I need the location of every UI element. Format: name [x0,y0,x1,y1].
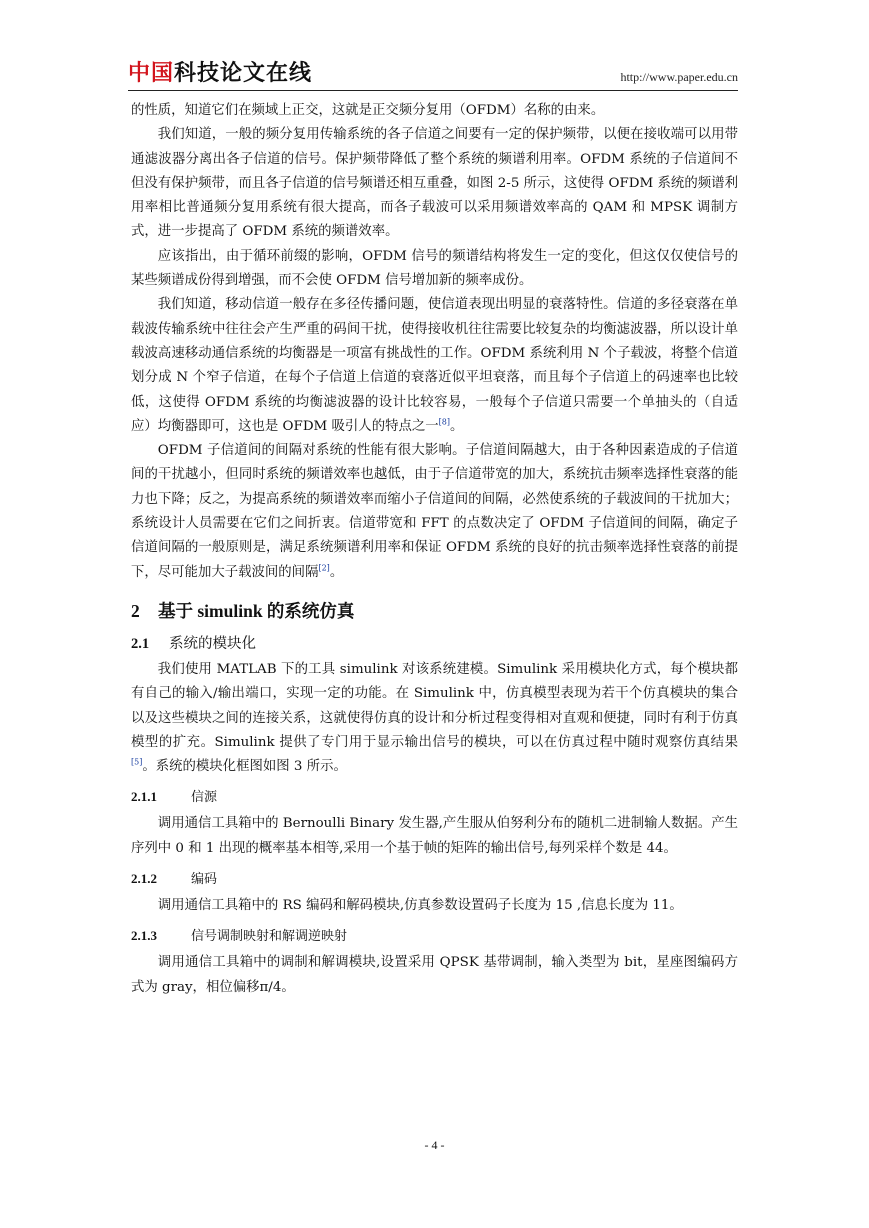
section-heading-2-1 [131,632,738,656]
paragraph-modulation: 调用通信工具箱中的调制和解调模块,设置采用 QPSK 基带调制，输入类型为 bit，星座图编码方式为 gray，相位偏移π/4。 [131,955,738,995]
paragraph-guard-band: 我们知道，一般的频分复用传输系统的各子信道之间要有一定的保护频带，以便在接收端可以用带通滤波器分离出各子信道的信号。保护频带降低了整个系统的频谱利用率。OFDM 系统的子信道间不但没有保护频带，而且各子信道的信号频谱还相互重叠，如图 2-5 所示，这使得 OFDM 系统的频谱利用率相比普通频分复用系统有很大提高，而各子载波可以采用频谱效率高的 QAM 和 MPSK 调制方式，进一步提高了 OFDM 系统的频谱效率。 [131,127,738,240]
section-number: 2.1.1 [131,789,157,805]
paragraph-subchannel-spacing [131,439,738,585]
section-title: 系统的模块化 [169,635,256,652]
section-number: 2.1.3 [131,928,157,944]
paragraph-multipath [131,293,738,439]
page-number: - 4 - [424,1138,445,1152]
section-heading-2-1-1 [131,785,738,810]
page-header [128,60,738,91]
section-title: 编码 [191,872,218,888]
paragraph-text: OFDM 子信道间的间隔对系统的性能有很大影响。子信道间隔越大，由于各种因素造成的子信道间的干扰越小，但同时系统的频谱效率也越低，由于子信道带宽的加大，系统抗击频率选择性衰落的能力也下降；反之，为提高系统的频谱效率而缩小子信道间的间隔，必然使系统的子载波间的干扰加大；系统设计人员需要在它们之间折衷。信道带宽和 FFT 的点数决定了 OFDM 子信道间的间隔，确定子信道间隔的一般原则是，满足系统频谱利用率和保证 OFDM 系统的良好的抗击频率选择性衰落的前提下，尽可能加大子载波间的间隔 [131,443,738,580]
paragraph-simulink [131,658,738,779]
paragraph-text: 我们使用 MATLAB 下的工具 simulink 对该系统建模。Simulink 采用模块化方式，每个模块都有自己的输入/输出端口，实现一定的功能。在 Simulink 中，仿真模型表现为若干个仿真模块的集合以及这些模块之间的连接关系，这就使得仿真的设计和分析过程变得相对直观和便捷，同时有利于仿真模型的扩充。Simulink 提供了专门用于显示输出信号的模块，可以在仿真过程中随时观察仿真结果 [131,661,738,750]
paragraph-text-end: 。 [450,418,464,434]
paragraph-text: 我们知道，移动信道一般存在多径传播问题，使信道表现出明显的衰落特性。信道的多径衰落在单载波传输系统中往往会产生严重的码间干扰，使得接收机往往需要比较复杂的均衡滤波器，所以设计单载波高速移动通信系统的均衡器是一项富有挑战性的工作。OFDM 系统利用 N 个子载波，将整个信道划分成 N 个窄子信道，在每个子信道上信道的衰落近似平坦衰落，而且每个子信道上的码速率也比较低，这使得 OFDM 系统的均衡滤波器的设计比较容易，一般每个子信道只需要一个单抽头的（自适应）均衡器即可，这也是 OFDM 吸引人的特点之一 [131,297,738,434]
paragraph-continued: 的性质，知道它们在频域上正交，这就是正交频分复用（OFDM）名称的由来。 [131,103,605,118]
section-title: 信号调制映射和解调逆映射 [191,929,348,945]
paragraph-text-end: 。系统的模块化框图如图 3 所示。 [142,759,347,775]
paragraph-source: 调用通信工具箱中的 Bernoulli Binary 发生器,产生服从伯努利分布的随机二进制输人数据。产生序列中 0 和 1 出现的概率基本相等,采用一个基于帧的矩阵的输出信号,每列采样个数是 44。 [131,816,738,856]
page-body [131,99,738,1000]
section-heading-2-1-3 [131,924,738,949]
citation-ref[interactable]: [5] [131,757,143,767]
paragraph-cyclic-prefix: 应该指出，由于循环前缀的影响，OFDM 信号的频谱结构将发生一定的变化，但这仅仅使信号的某些频谱成份得到增强，而不会使 OFDM 信号增加新的频率成份。 [131,248,738,289]
logo-black-text: 科技论文在线 [174,61,313,86]
header-url[interactable]: http://www.paper.edu.cn [620,70,738,84]
citation-ref[interactable]: [8] [438,417,450,427]
paragraph-text-end: 。 [329,564,344,580]
section-title: 信源 [191,790,218,806]
section-number: 2.1 [131,635,150,652]
logo-red-text: 中国 [128,61,175,86]
section-heading-2-1-2 [131,867,738,892]
journal-logo [128,62,312,86]
citation-ref[interactable]: [2] [318,563,330,573]
section-number: 2 [131,600,140,621]
section-title: 基于 simulink 的系统仿真 [158,600,355,621]
section-heading-2 [131,598,738,624]
paragraph-coding: 调用通信工具箱中的 RS 编码和解码模块,仿真参数设置码子长度为 15 ,信息长度为 11。 [157,898,683,914]
section-number: 2.1.2 [131,871,157,887]
